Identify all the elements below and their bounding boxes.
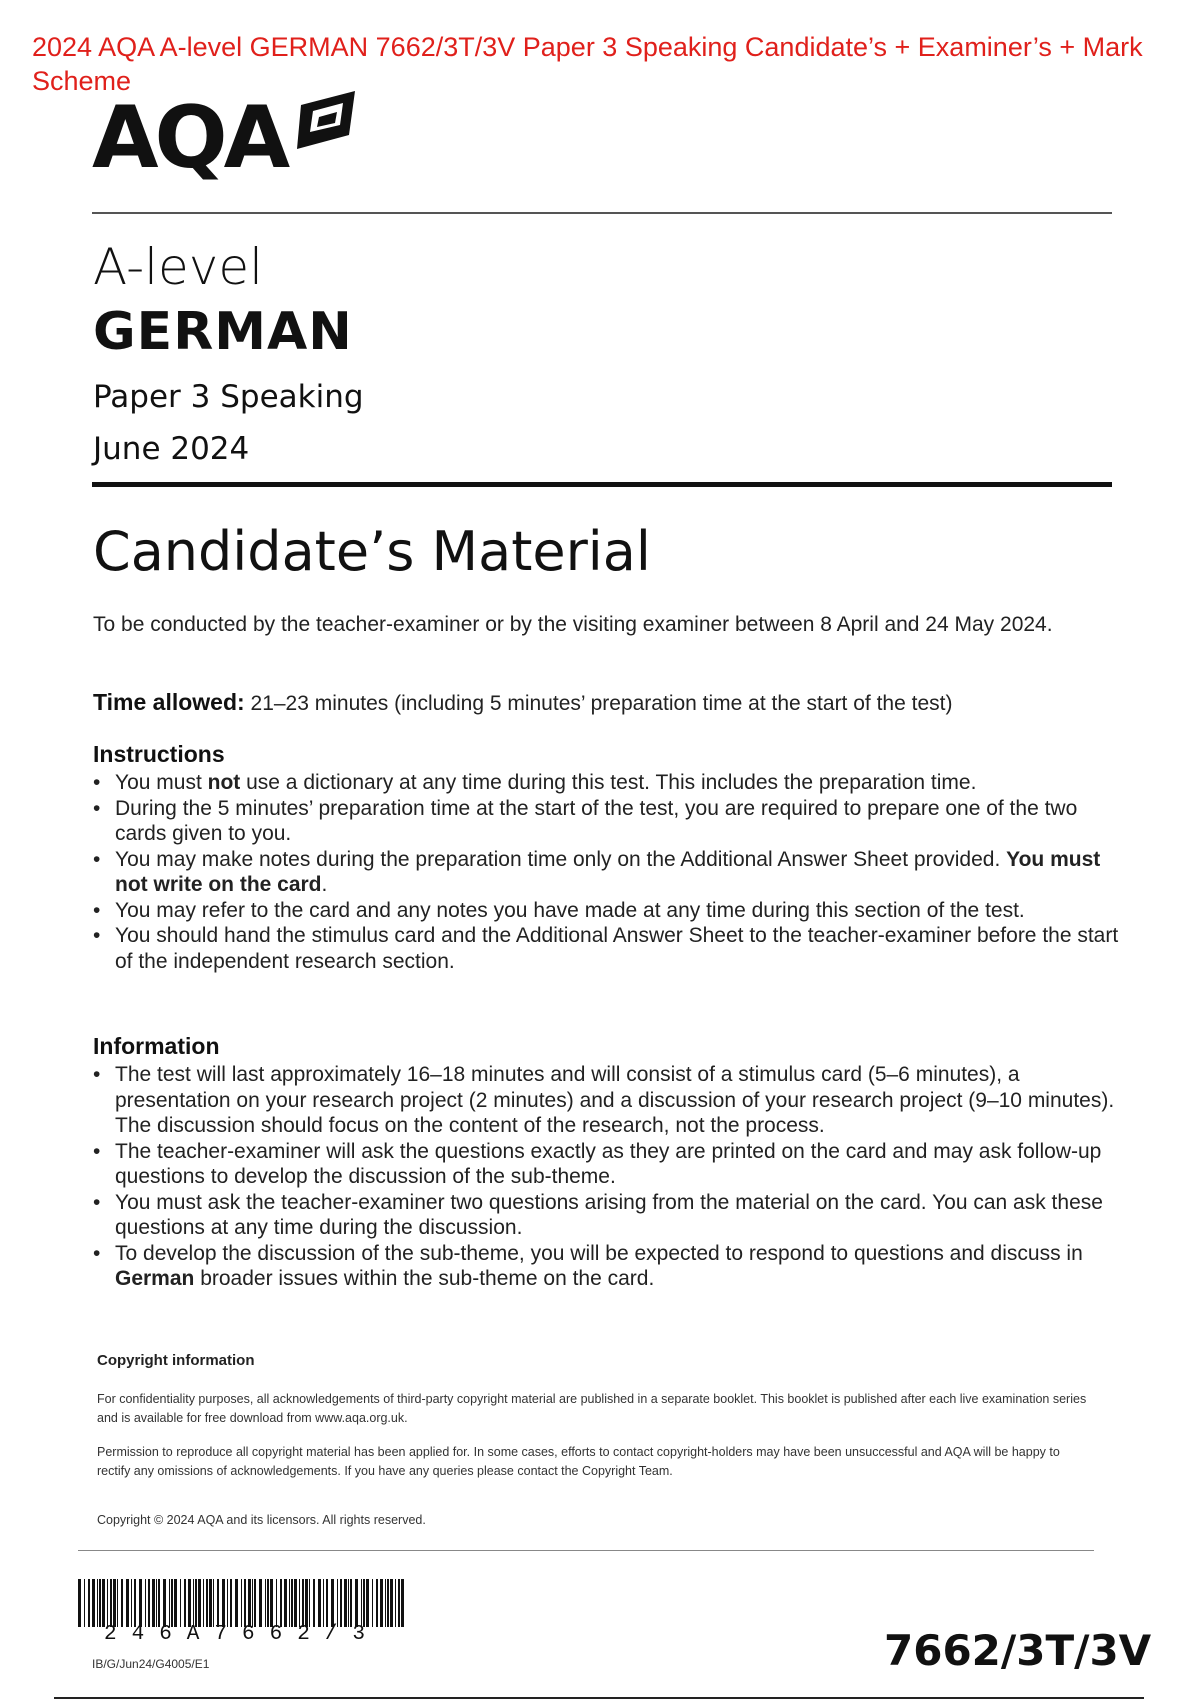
list-item: • You may make notes during the preparation time only on the Additional Answer Sheet provided. You must not write on the card. [115,847,1125,898]
aqa-flag-logo-icon [297,91,359,151]
title-divider [92,482,1112,487]
copyright-paragraph-2: Permission to reproduce all copyright material has been applied for. In some cases, efforts to contact copyright-holders may have been unsuccessful and AQA will be happy to rectify any omissions of acknowledgements. If you have any queries please contact the Copyright Team. [97,1445,1060,1478]
reference-code: IB/G/Jun24/G4005/E1 [92,1657,210,1671]
list-item: • The test will last approximately 16–18 minutes and will consist of a stimulus card (5–6 minutes), a presentation on your research project (2 minutes) and a discussion of your research project (9–10 minutes). The discussion should focus on the content of the research, not the process. [115,1062,1125,1139]
time-allowed-value: 21–23 minutes (including 5 minutes’ preparation time at the start of the test) [250,692,953,715]
page-bottom-rule [54,1697,1144,1699]
list-item: • You must not use a dictionary at any time during this test. This includes the preparation time. [115,770,1125,796]
exam-date: June 2024 [93,431,250,467]
instructions-heading: Instructions [93,741,225,767]
list-item: • You may refer to the card and any notes you have made at any time during this section of the test. [115,898,1125,924]
list-item: • The teacher-examiner will ask the questions exactly as they are printed on the card and may ask follow-up questions to develop the discussion of the sub-theme. [115,1139,1125,1190]
copyright-notice: Copyright © 2024 AQA and its licensors. All rights reserved. [97,1513,426,1527]
time-allowed-label: Time allowed: [93,689,245,715]
footer-divider [78,1550,1094,1551]
barcode-digits: 246A7662/3 [104,1623,381,1646]
time-allowed [93,689,1093,717]
header-divider [92,212,1112,214]
list-item: • You must ask the teacher-examiner two questions arising from the material on the card. You can ask these questions at any time during the discussion. [115,1190,1125,1241]
subject-title: GERMAN [93,302,353,362]
intro-text: To be conducted by the teacher-examiner or by the visiting examiner between 8 April and 24 May 2024. [93,613,1053,636]
copyright-heading: Copyright information [97,1352,255,1369]
instructions-list [93,770,1125,974]
list-item: • To develop the discussion of the sub-theme, you will be expected to respond to questions and discuss in German broader issues within the sub-theme on the card. [115,1241,1125,1292]
information-list [93,1062,1125,1292]
document-banner-title: 2024 AQA A-level GERMAN 7662/3T/3V Paper 3 Speaking Candidate’s + Examiner’s + Mark Scheme [32,32,1143,96]
list-item: • During the 5 minutes’ preparation time at the start of the test, you are required to prepare one of the two cards given to you. [115,796,1125,847]
qualification-level: A-level [93,238,264,296]
paper-code: 7662/3T/3V [884,1626,1152,1675]
copyright-paragraph-1: For confidentiality purposes, all acknowledgements of third-party copyright material are published in a separate booklet. This booklet is published after each live examination series and is available for free download from www.aqa.org.uk. [97,1392,1087,1425]
paper-title: Paper 3 Speaking [93,379,364,415]
document-title: Candidate’s Material [93,520,651,583]
aqa-logo [92,88,362,188]
list-item: • You should hand the stimulus card and the Additional Answer Sheet to the teacher-examiner before the start of the independent research section. [115,923,1125,974]
logo-text: AQA [92,88,287,188]
information-heading: Information [93,1033,220,1059]
